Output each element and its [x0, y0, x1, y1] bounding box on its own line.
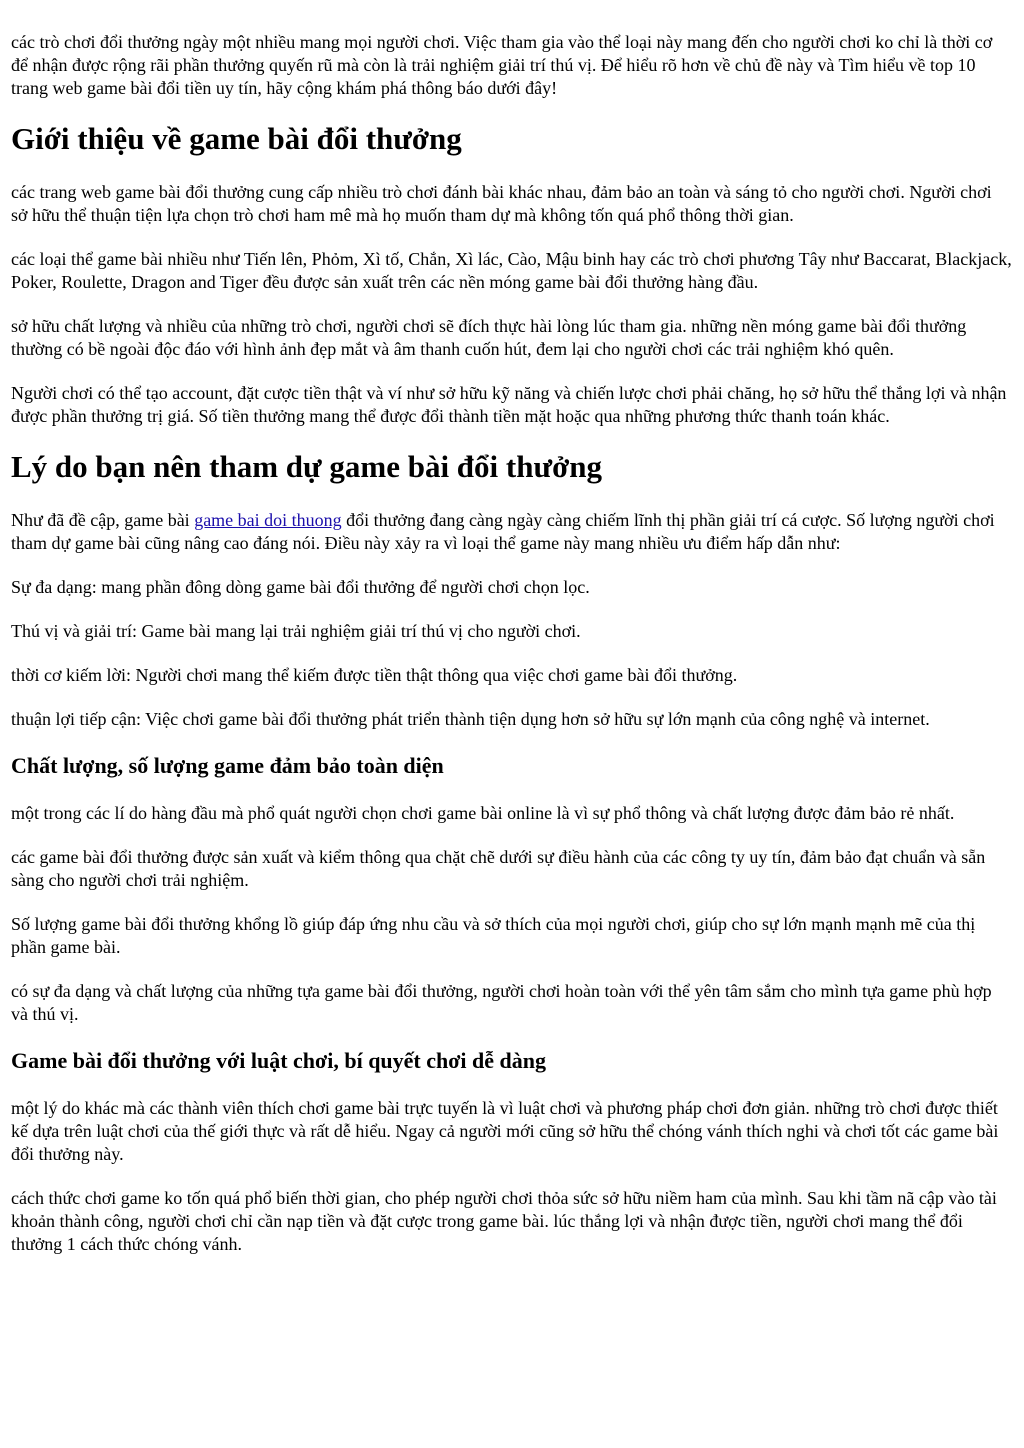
section-heading-reasons: Lý do bạn nên tham dự game bài đổi thưởng: [11, 449, 602, 484]
paragraph: các game bài đổi thưởng được sản xuất và kiểm thông qua chặt chẽ dưới sự điều hành của các công ty uy tín, đảm bảo đạt chuẩn và sẵn sàng cho người chơi trải nghiệm.: [11, 847, 986, 890]
subsection-heading-quality: Chất lượng, số lượng game đảm bảo toàn diện: [11, 753, 444, 778]
paragraph: Sự đa dạng: mang phần đông dòng game bài đổi thưởng để người chơi chọn lọc.: [11, 577, 590, 597]
game-bai-doi-thuong-link[interactable]: game bai doi thuong: [194, 510, 342, 530]
paragraph: thời cơ kiếm lời: Người chơi mang thể kiếm được tiền thật thông qua việc chơi game bài đổi thưởng.: [11, 665, 738, 685]
paragraph: cách thức chơi game ko tốn quá phổ biến thời gian, cho phép người chơi thỏa sức sở hữu niềm ham của mình. Sau khi tầm nã cập vào tài khoản thành công, người chơi chỉ cần nạp tiền và đặt cược trong game bài. lúc thắng lợi và nhận được tiền, người chơi mang thể đổi thưởng 1 cách thức chóng vánh.: [11, 1188, 997, 1254]
paragraph: các trang web game bài đổi thưởng cung cấp nhiều trò chơi đánh bài khác nhau, đảm bảo an toàn và sáng tỏ cho người chơi. Người chơi sở hữu thể thuận tiện lựa chọn trò chơi ham mê mà họ muốn tham dự mà không tốn quá phổ thông thời gian.: [11, 182, 992, 225]
paragraph: sở hữu chất lượng và nhiều của những trò chơi, người chơi sẽ đích thực hài lòng lúc tham gia. những nền móng game bài đổi thưởng thường có bề ngoài độc đáo với hình ảnh đẹp mắt và âm thanh cuốn hút, đem lại cho người chơi các trải nghiệm khó quên.: [11, 316, 967, 359]
paragraph: các loại thể game bài nhiều như Tiến lên, Phỏm, Xì tố, Chắn, Xì lác, Cào, Mậu binh hay các trò chơi phương Tây như Baccarat, Blackjack, Poker, Roulette, Dragon and Tiger đều được sản xuất trên các nền móng game bài đổi thưởng hàng đầu.: [11, 249, 1012, 292]
paragraph: Số lượng game bài đổi thưởng khổng lồ giúp đáp ứng nhu cầu và sở thích của mọi người chơi, giúp cho sự lớn mạnh mạnh mẽ của thị phần game bài.: [11, 914, 976, 957]
paragraph: Người chơi có thể tạo account, đặt cược tiền thật và ví như sở hữu kỹ năng và chiến lược chơi phải chăng, họ sở hữu thể thắng lợi và nhận được phần thưởng trị giá. Số tiền thưởng mang thể được đổi thành tiền mặt hoặc qua những phương thức thanh toán khác.: [11, 383, 1007, 426]
paragraph: một lý do khác mà các thành viên thích chơi game bài trực tuyến là vì luật chơi và phương pháp chơi đơn giản. những trò chơi được thiết kế dựa trên luật chơi của thế giới thực và rất dễ hiểu. Ngay cả người mới cũng sở hữu thể chóng vánh thích nghi và chơi tốt các game bài đổi thưởng này.: [11, 1098, 999, 1164]
lead-paragraph: [11, 509, 1012, 555]
intro-paragraph: các trò chơi đổi thưởng ngày một nhiều mang mọi người chơi. Việc tham gia vào thể loại này mang đến cho người chơi ko chỉ là thời cơ để nhận được rộng rãi phần thưởng quyến rũ mà còn là trải nghiệm giải trí thú vị. Để hiểu rõ hơn về chủ đề này và Tìm hiểu về top 10 trang web game bài đổi tiền uy tín, hãy cộng khám phá thông báo dưới đây!: [11, 32, 993, 98]
paragraph: một trong các lí do hàng đầu mà phổ quát người chọn chơi game bài online là vì sự phổ thông và chất lượng được đảm bảo rẻ nhất.: [11, 803, 955, 823]
paragraph: thuận lợi tiếp cận: Việc chơi game bài đổi thưởng phát triển thành tiện dụng hơn sở hữu sự lớn mạnh của công nghệ và internet.: [11, 709, 930, 729]
lead-text-before: Như đã đề cập, game bài: [11, 510, 195, 530]
section-heading-introduction: Giới thiệu về game bài đổi thưởng: [11, 121, 462, 156]
paragraph: Thú vị và giải trí: Game bài mang lại trải nghiệm giải trí thú vị cho người chơi.: [11, 621, 581, 641]
subsection-heading-rules: Game bài đổi thưởng với luật chơi, bí quyết chơi dễ dàng: [11, 1048, 547, 1073]
paragraph: có sự đa dạng và chất lượng của những tựa game bài đổi thưởng, người chơi hoàn toàn với thể yên tâm sắm cho mình tựa game phù hợp và thú vị.: [11, 981, 992, 1024]
lead-text-after: đổi thưởng đang càng ngày càng chiếm lĩnh thị phần giải trí cá cược. Số lượng người chơi tham dự game bài cũng nâng cao đáng nói. Điều này xảy ra vì loại thể game này mang nhiều ưu điểm hấp dẫn như:: [11, 510, 995, 553]
